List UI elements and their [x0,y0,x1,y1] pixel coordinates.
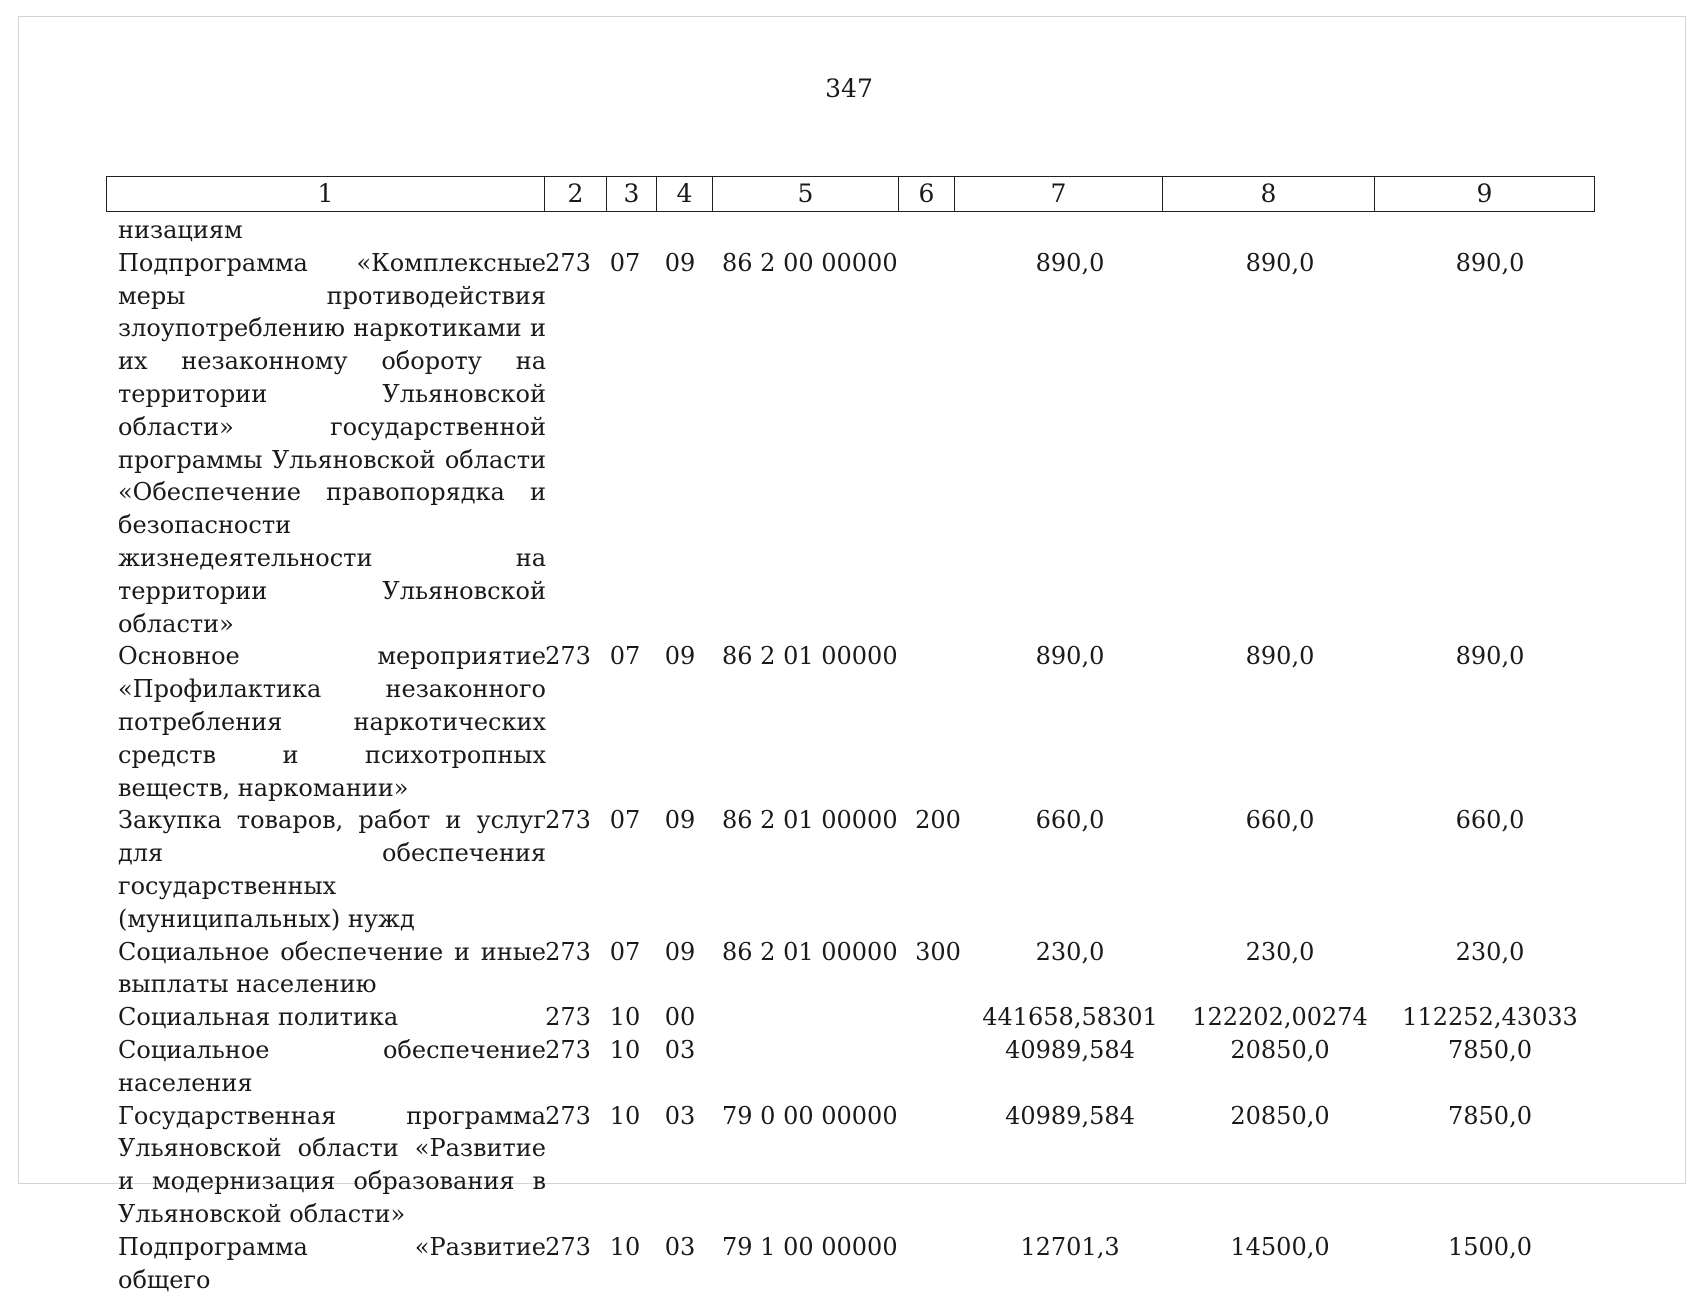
cell-section-code: 07 [609,642,641,671]
cell-section-code: 10 [609,1101,641,1130]
row-name: низациям [118,216,243,244]
cell-amount-col8: 14500,0 [1230,1232,1330,1261]
cell-subsection-code: 09 [664,937,696,966]
header-col-6: 6 [899,177,955,212]
table-row [106,1034,1594,1100]
cell-ministry-code: 273 [545,806,591,835]
cell-target-article: 79 1 00 00000 [722,1232,898,1261]
row-name: Государственная программа Ульяновской области «Развитие и модернизация образования в Ульяновской области» [118,1101,546,1228]
table-row [106,1100,1594,1231]
cell-amount-col9: 890,0 [1455,248,1525,277]
cell-amount-col7: 660,0 [1035,806,1105,835]
cell-amount-col9: 112252,43033 [1402,1003,1578,1032]
cell-target-article: 79 0 00 00000 [722,1101,898,1130]
cell-amount-col8: 122202,00274 [1192,1003,1368,1032]
cell-amount-col9: 7850,0 [1448,1035,1532,1064]
cell-amount-col8: 890,0 [1245,248,1315,277]
cell-ministry-code: 273 [545,1232,591,1261]
cell-amount-col9: 890,0 [1455,642,1525,671]
cell-amount-col9: 660,0 [1455,806,1525,835]
cell-subsection-code: 09 [664,248,696,277]
cell-target-article: 86 2 00 00000 [722,248,898,277]
column-number-header [106,176,1595,212]
cell-subsection-code: 03 [664,1232,696,1261]
header-col-1: 1 [107,177,545,212]
cell-subsection-code: 00 [664,1003,696,1032]
cell-amount-col8: 660,0 [1245,806,1315,835]
cell-amount-col9: 230,0 [1455,937,1525,966]
cell-ministry-code: 273 [545,642,591,671]
row-name: Основное мероприятие «Профилактика незаконного потребления наркотических средств и психотропных веществ, наркомании» [118,642,546,802]
cell-ministry-code: 273 [545,248,591,277]
budget-table-body [106,214,1594,1296]
row-name: Закупка товаров, работ и услуг для обеспечения государственных (муниципальных) нужд [118,806,546,933]
cell-subsection-code: 03 [664,1035,696,1064]
cell-amount-col7: 12701,3 [1020,1232,1120,1261]
table-row [106,247,1594,641]
cell-target-article: 86 2 01 00000 [722,937,898,966]
header-col-4: 4 [657,177,713,212]
cell-amount-col7: 40989,584 [1005,1101,1135,1130]
table-row [106,1001,1594,1034]
cell-section-code: 07 [609,937,641,966]
cell-amount-col9: 1500,0 [1448,1232,1532,1261]
cell-target-article: 86 2 01 00000 [722,642,898,671]
cell-amount-col7: 441658,58301 [982,1003,1158,1032]
cell-expense-type: 200 [915,806,961,835]
table-row [106,936,1594,1002]
cell-ministry-code: 273 [545,1101,591,1130]
cell-target-article: 86 2 01 00000 [722,806,898,835]
cell-subsection-code: 09 [664,806,696,835]
cell-section-code: 07 [609,806,641,835]
header-col-9: 9 [1375,177,1595,212]
cell-amount-col7: 40989,584 [1005,1035,1135,1064]
cell-amount-col8: 230,0 [1245,937,1315,966]
row-name: Социальная политика [118,1003,399,1032]
row-name: Подпрограмма «Развитие общего [118,1232,546,1294]
cell-ministry-code: 273 [545,1035,591,1064]
cell-expense-type: 300 [915,937,961,966]
cell-subsection-code: 03 [664,1101,696,1130]
cell-ministry-code: 273 [545,937,591,966]
row-name: Социальное обеспечение населения [118,1035,546,1097]
row-name: Подпрограмма «Комплексные меры противодействия злоупотреблению наркотиками и их незаконному обороту на территории Ульяновской области» государственной программы Ульяновской области «Обеспечение правопорядка и безопасности жизнедеятельности на территории Ульяновской области» [118,248,546,638]
page-number: 347 [825,74,873,103]
table-row [106,640,1594,804]
cell-section-code: 10 [609,1035,641,1064]
cell-ministry-code: 273 [545,1003,591,1032]
header-col-5: 5 [713,177,899,212]
cell-section-code: 07 [609,248,641,277]
cell-amount-col7: 890,0 [1035,642,1105,671]
cell-section-code: 10 [609,1232,641,1261]
cell-amount-col7: 890,0 [1035,248,1105,277]
cell-section-code: 10 [609,1003,641,1032]
cell-amount-col9: 7850,0 [1448,1101,1532,1130]
row-name: Социальное обеспечение и иные выплаты населению [118,937,546,999]
header-col-7: 7 [955,177,1163,212]
header-col-2: 2 [545,177,607,212]
cell-amount-col8: 890,0 [1245,642,1315,671]
table-row [106,1231,1594,1296]
table-row [106,214,1594,247]
cell-amount-col8: 20850,0 [1230,1101,1330,1130]
header-col-3: 3 [607,177,657,212]
cell-subsection-code: 09 [664,642,696,671]
table-row [106,804,1594,935]
header-col-8: 8 [1163,177,1375,212]
cell-amount-col7: 230,0 [1035,937,1105,966]
cell-amount-col8: 20850,0 [1230,1035,1330,1064]
